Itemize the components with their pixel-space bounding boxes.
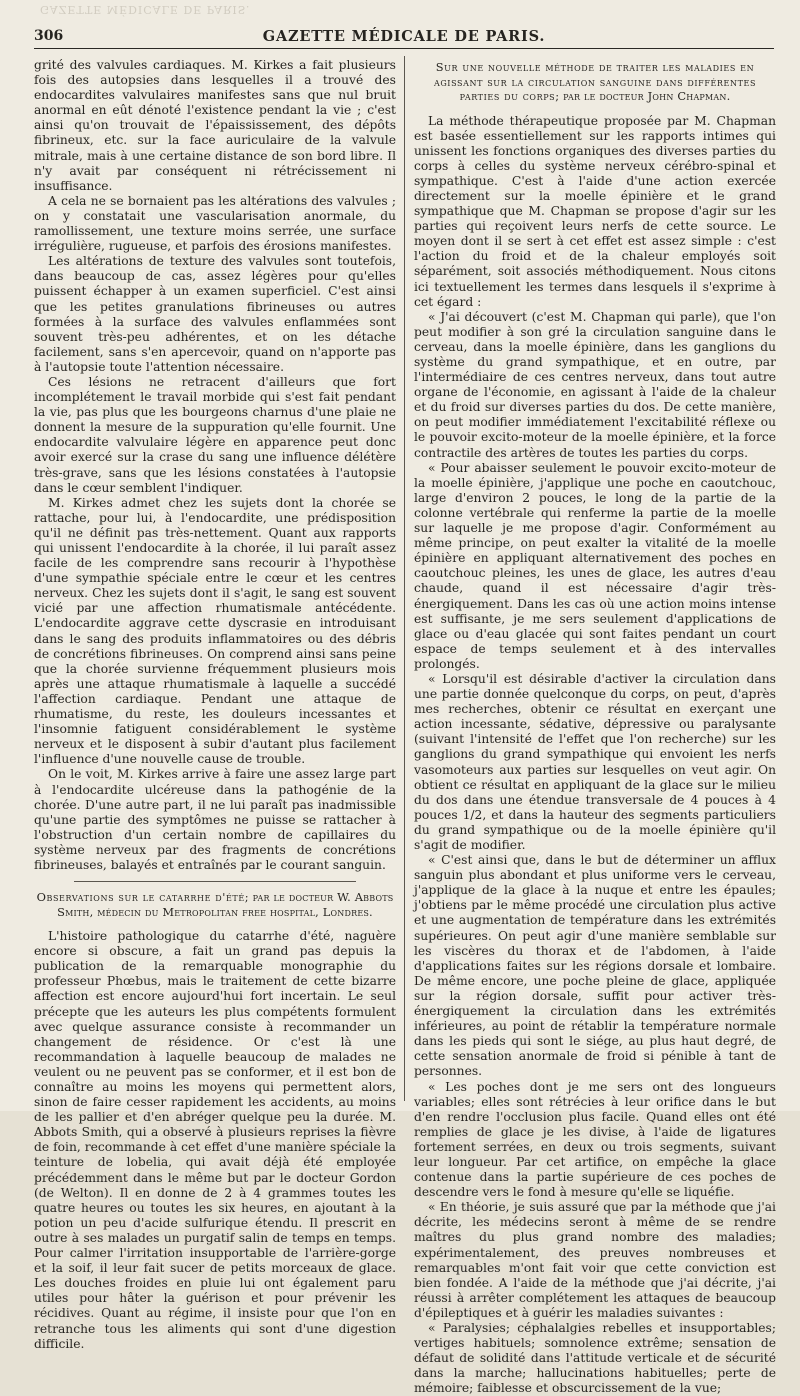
paragraph: grité des valvules cardiaques. M. Kirkes a fait plusieurs fois des autopsies dans lesquelles il a trouvé des endocardites valvulaires manifestes sans que nul bruit anormal en eût dénoté l'existence pendant la vie ; c'est ainsi qu'on trouvait de l'épaississement, des dépôts fibrineux, etc. sur la face auriculaire de la valvule mitrale, mais à une certaine distance de son bord libre. Il n'y avait par conséquent ni rétrécissement ni insuffisance.: [34, 58, 396, 193]
article-title: Sur une nouvelle méthode de traiter les maladies en agissant sur la circulation sanguine dans différentes parties du corps: [433, 60, 757, 103]
page-header: [34, 26, 774, 49]
article-heading: [34, 890, 396, 919]
right-column: [414, 58, 776, 1396]
paragraph: « J'ai découvert (c'est M. Chapman qui parle), que l'on peut modifier à son gré la circulation sanguine dans le cerveau, dans la moelle épinière, dans les ganglions du système du grand sympathique, et en outre, par l'intermédiaire de ces centres nerveux, dans tout autre organe de l'économie, en agissant à l'aide de la chaleur et du froid sur diverses parties du dos. De cette manière, on peut modifier immédiatement l'excitabilité réflexe ou le pouvoir excito-moteur de la moelle épinière, et la force contractile des artères de toutes les parties du corps.: [414, 309, 776, 460]
paragraph: L'histoire pathologique du catarrhe d'été, naguère encore si obscure, a fait un grand pas depuis la publication de la remarquable monographie du professeur Phœbus, mais le traitement de cette bizarre affection est encore aujourd'hui fort incertain. Le seul précepte que les auteurs les plus compétents formulent avec quelque assurance consiste à recommander un changement de résidence. Or c'est là une recommandation à laquelle beaucoup de malades ne veulent ou ne peuvent pas se conformer, et il est bon de connaître au moins les moyens qui permettent alors, sinon de faire cesser rapidement les accidents, au moins de les pallier et d'en abréger quelque peu la durée. M. Abbots Smith, qui a observé à plusieurs reprises la fièvre de foin, recommande à cet effet d'une manière spéciale la teinture de lobelia, qui avait déjà été employée précédemment dans le même but par le docteur Gordon (de Welton). Il en donne de 2 à 4 grammes toutes les quatre heures ou toutes les six heures, en ajoutant à la potion un peu d'acide sulfurique étendu. Il prescrit en outre à ses malades un purgatif salin de temps en temps. Pour calmer l'irritation insupportable de l'arrière-gorge et la soif, il leur fait sucer de petits morceaux de glace. Les douches froides en pluie lui ont également paru utiles pour hâter la guérison et pour prévenir les récidives. Quant au régime, il insiste pour que l'on en retranche tous les aliments qui sont d'une digestion difficile.: [34, 929, 396, 1351]
journal-title: GAZETTE MÉDICALE DE PARIS.: [262, 28, 546, 45]
article-byline: ; par le docteur W. Abbots Smith, médecin du Metropolitan free hospital, Londres.: [57, 890, 394, 919]
paragraph: « Pour abaisser seulement le pouvoir excito-moteur de la moelle épinière, j'applique une poche en caoutchouc, large d'environ 2 pouces, le long de la partie de la colonne vertébrale qui renferme la partie de la moelle sur laquelle je me propose d'agir. Conformément au même principe, on peut exalter la vitalité de la moelle épinière en appliquant alternativement des poches en caoutchouc pleines, les unes de glace, les autres d'eau chaude, quand il est nécessaire d'agir très-énergiquement. Dans les cas où une action moins intense est suffisante, je me sers seulement d'applications de glace ou d'eau glacée qui sont faites pendant un court espace de temps seulement et à des intervalles prolongés.: [414, 460, 776, 671]
article-title: Observations sur le catarrhe d'été: [36, 890, 245, 905]
show-through-text: GAZETTE MÉDICALE DE PARIS.: [40, 3, 251, 16]
column-divider: [404, 56, 405, 1101]
left-column: [34, 58, 396, 1351]
paragraph: « C'est ainsi que, dans le but de déterminer un afflux sanguin plus abondant et plus uniforme vers le cerveau, j'applique de la glace à la nuque et entre les épaules; j'obtiens par le même procédé une circulation plus active et une augmentation de température dans les extrémités supérieures. On peut agir d'une manière semblable sur les viscères du thorax et de l'abdomen, à l'aide d'applications faites sur les régions dorsale et lombaire. De même encore, une poche pleine de glace, appliquée sur la région dorsale, suffit pour activer très-énergiquement la circulation dans les extrémités inférieures, au point de rétablir la température normale dans les pieds qui sont le siége, au plus haut degré, de cette sensation anormale de froid si pénible à tant de personnes.: [414, 853, 776, 1079]
article-byline: ; par le docteur John Chapman.: [555, 89, 731, 103]
paragraph: La méthode thérapeutique proposée par M. Chapman est basée essentiellement sur les rapports intimes qui unissent les fonctions organiques des diverses parties du corps à celles du système nerveux cérébro-spinal et sympathique. C'est à l'aide d'une action exercée directement sur la moelle épinière et le grand sympathique que M. Chapman se propose d'agir sur les parties qui reçoivent leurs nerfs de cette source. Le moyen dont il se sert à cet effet est assez simple : c'est l'action du froid et de la chaleur employés soit séparément, soit associés méthodiquement. Nous citons ici textuellement les termes dans lesquels il s'exprime à cet égard :: [414, 113, 776, 309]
section-separator: [74, 881, 356, 882]
paragraph: « En théorie, je suis assuré que par la méthode que j'ai décrite, les médecins seront à même de se rendre maîtres du plus grand nombre des maladies; expérimentalement, des preuves nombreuses et remarquables m'ont fait voir que cette conviction est bien fondée. A l'aide de la méthode que j'ai décrite, j'ai réussi à arrêter complétement les attaques de beaucoup d'épileptiques et à guérir les maladies suivantes :: [414, 1200, 776, 1320]
paragraph: M. Kirkes admet chez les sujets dont la chorée se rattache, pour lui, à l'endocardite, une prédisposition qu'il ne définit pas très-nettement. Quant aux rapports qui unissent l'endocardite à la chorée, il lui paraît assez facile de les comprendre sans recourir à l'hypothèse d'une sympathie spéciale entre le cœur et les centres nerveux. Chez les sujets dont il s'agit, le sang est souvent vicié par une affection rhumatismale antécédente. L'endocardite aggrave cette dyscrasie en introduisant dans le sang des produits inflammatoires ou des débris de concrétions fibrineuses. On comprend ainsi sans peine que la chorée survienne fréquemment plusieurs mois après une attaque rhumatismale à laquelle a succédé l'affection cardiaque. Pendant une attaque de rhumatisme, du reste, les douleurs incessantes et l'insomnie fatiguent considérablement le système nerveux et le disposent à subir d'autant plus facilement l'influence d'une nouvelle cause de trouble.: [34, 495, 396, 767]
article-heading: [414, 60, 776, 104]
paragraph: « Lorsqu'il est désirable d'activer la circulation dans une partie donnée quelconque du corps, on peut, d'après mes recherches, obtenir ce résultat en exerçant une action incessante, sédative, dépressive ou paralysante (suivant l'intensité de l'effet que l'on recherche) sur les ganglions du grand sympathique qui envoient les nerfs vasomoteurs aux parties sur lesquelles on veut agir. On obtient ce résultat en appliquant de la glace sur le milieu du dos dans une étendue transversale de 4 pouces à 4 pouces 1/2, et dans la hauteur des segments particuliers du grand sympathique ou de la moelle épinière qu'il s'agit de modifier.: [414, 671, 776, 852]
paragraph: Les altérations de texture des valvules sont toutefois, dans beaucoup de cas, assez légères pour qu'elles puissent échapper à un examen superficiel. C'est ainsi que les petites granulations fibrineuses ou autres formées à la surface des valvules enflammées sont souvent très-peu adhérentes, et on les détache facilement, sans s'en apercevoir, quand on n'apporte pas à l'autopsie toute l'attention nécessaire.: [34, 254, 396, 374]
paragraph: « Paralysies; céphalalgies rebelles et insupportables; vertiges habituels; somnolence extrême; sensation de défaut de solidité dans l'attitude verticale et de sécurité dans la marche; hallucinations habituelles; perte de mémoire; faiblesse et obscurcissement de la vue;: [414, 1321, 776, 1396]
paragraph: Ces lésions ne retracent d'ailleurs que fort incomplétement le travail morbide qui s'est fait pendant la vie, pas plus que les bourgeons charnus d'une plaie ne donnent la mesure de la suppuration qu'elle fournit. Une endocardite valvulaire légère en apparence peut donc avoir exercé sur la crase du sang une influence délétère très-grave, sans que les lésions constatées à l'autopsie dans le cœur semblent l'indiquer.: [34, 374, 396, 495]
paragraph: A cela ne se bornaient pas les altérations des valvules ; on y constatait une vascularisation anormale, du ramollissement, une texture moins serrée, une surface irrégulière, rugueuse, et parfois des érosions manifestes.: [34, 193, 396, 254]
page-number: 306: [34, 28, 64, 44]
paragraph: On le voit, M. Kirkes arrive à faire une assez large part à l'endocardite ulcéreuse dans la pathogénie de la chorée. D'une autre part, il ne lui paraît pas inadmissible qu'une partie des symptômes ne puisse se rattacher à l'obstruction d'un certain nombre de capillaires du système nerveux par des fragments de concrétions fibrineuses, balayés et entraînés par le courant sanguin.: [34, 767, 396, 872]
paragraph: « Les poches dont je me sers ont des longueurs variables; elles sont rétrécies à leur orifice dans le but d'en rendre l'occlusion plus facile. Quand elles ont été remplies de glace je les divise, à l'aide de ligatures fortement serrées, en deux ou trois segments, suivant leur longueur. Par cet artifice, on empêche la glace contenue dans la partie supérieure de ces poches de descendre vers le fond à mesure qu'elle se liquéfie.: [414, 1079, 776, 1200]
